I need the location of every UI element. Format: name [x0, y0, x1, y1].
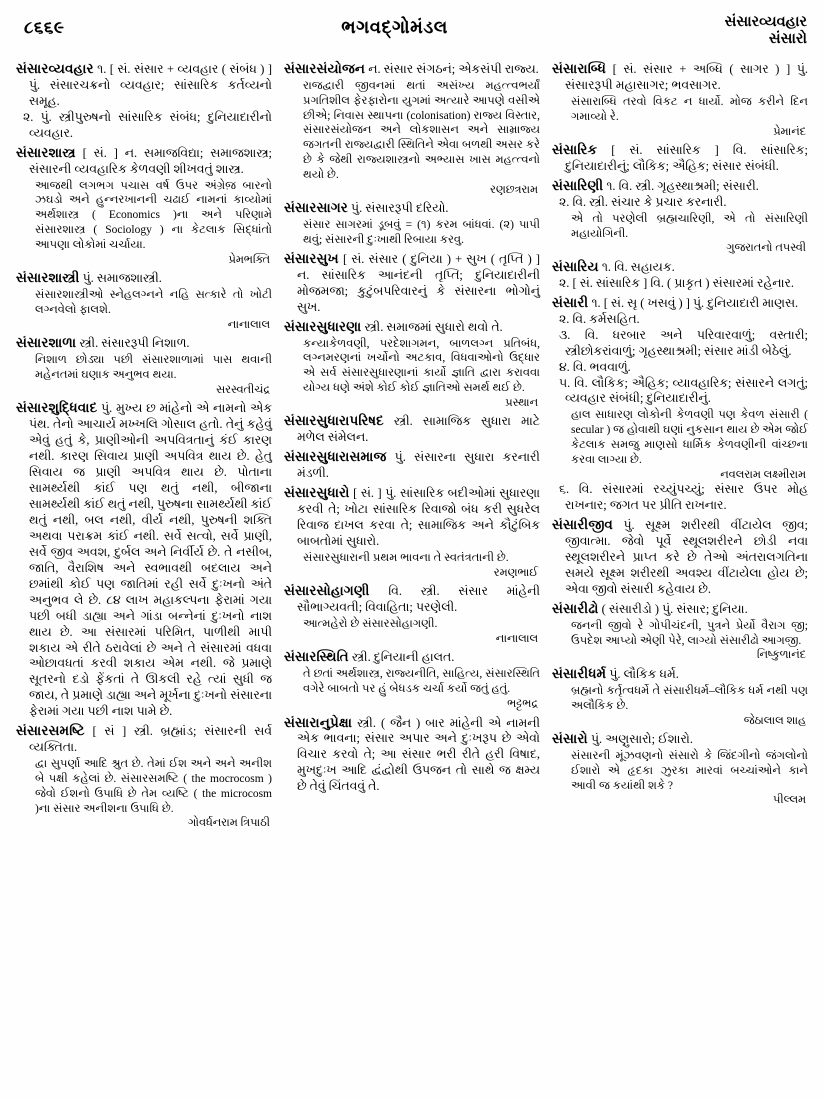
dictionary-entry	[16, 334, 272, 397]
column-container	[10, 60, 815, 1092]
entry-quotation	[16, 757, 272, 816]
entry-definition	[552, 516, 808, 598]
quotation-citation: રમણભાઈ	[493, 566, 538, 579]
dictionary-entry	[284, 582, 540, 646]
quotation-text: સંસારશાસ્ત્રીઓ સ્નેહલગ્નને નહિ સત્કારે તો ખોટી લગ્નવેલો ફાલશે.	[35, 289, 272, 316]
entry-quotation	[284, 667, 540, 697]
dictionary-entry	[284, 60, 540, 197]
entry-definition	[552, 730, 808, 748]
entry-definition	[284, 60, 540, 78]
entry-body-text: વિ. સ્ત્રી. સંસાર માંહેની સૌભાગ્યવતી; વિવાહિતા; પરણેલી.	[297, 584, 540, 615]
entry-body-text: ( સંસારીડો ) પું. સંસાર; દુનિયા.	[601, 601, 748, 616]
quotation-text: જનની જીવો રે ગોપીચંદની, પુત્રને પ્રેર્યો વૈરાગ જી; ઉપદેશ આપ્યો એણી પેરે, લાગ્યો સંસારીઢો આગજી.	[571, 619, 808, 647]
entry-body-text: [ સં. સંસાર ( દુનિયા ) + સુખ ( તૃપ્તિ ) ] ન. સાંસારિક આનંદની તૃપ્તિ; દુનિયાદારીની મોજમજા; કુટુંબપરિવારનું કે સંસારના ભોગોનું સુખ.	[297, 251, 540, 314]
entry-headword: સંસારસાગર	[284, 200, 348, 216]
dictionary-entry	[552, 177, 808, 256]
entry-headword: સંસારસુધારણા	[284, 318, 362, 334]
entry-quotation	[16, 179, 272, 253]
dictionary-entry	[16, 722, 272, 831]
quotation-citation: પ્રેમાનંદ	[773, 125, 806, 138]
entry-body-text: સ્ત્રી. સમાજમાં સુધારો થવો તે.	[364, 319, 503, 334]
entry-quotation	[552, 95, 808, 125]
book-title: ભગવદ્ગોમંડલ	[341, 17, 448, 37]
entry-body-text: સ્ત્રી. સામાજિક સુધારા માટે મળેલ સંમેલન.	[297, 414, 540, 445]
dictionary-entry	[552, 516, 808, 598]
dictionary-entry	[552, 730, 808, 808]
entry-headword: સંસારશાસ્ત્રી	[16, 270, 80, 286]
entry-body-text: ૧. વિ. સ્ત્રી. ગૃહસ્થાશ્રમી; સંસારી.	[606, 178, 759, 193]
entry-quotation	[284, 218, 540, 248]
dictionary-entry	[16, 144, 272, 268]
entry-sense: ૨. પું. સ્ત્રીપુરુષનો સાંસારિક સંબંધ; દુનિયાદારીનો વ્યવહાર.	[23, 109, 272, 140]
entry-body-text: પું. સમાજશાસ્ત્રી.	[82, 271, 162, 286]
entry-headword: સંસારસુધારાસમાજ	[284, 449, 387, 465]
entry-body-text: [ સં ] સ્ત્રી. બ્રહ્માંડ; સંસારની સર્વ વ્યક્તિતા.	[29, 724, 272, 755]
entry-headword: સંસારસુધારાપરિષદ	[284, 413, 384, 429]
quotation-citation: પ્રસ્થાન	[505, 396, 538, 409]
entry-definition	[16, 399, 272, 720]
quotation-citation: પીલ્લમ	[773, 794, 806, 807]
entry-quotation	[284, 617, 540, 632]
entry-definition	[16, 334, 272, 352]
entry-quotation	[284, 551, 540, 566]
entry-quotation	[284, 79, 540, 183]
entry-headword: સંસારો	[552, 731, 588, 747]
entry-quotation	[16, 288, 272, 318]
entry-sense: ૪. વિ. ભવવાળું.	[559, 359, 631, 374]
dictionary-entry	[16, 269, 272, 332]
entry-definition	[284, 484, 540, 550]
entry-body-text: પું. સંસારના સુધારા કરનારી મંડળી.	[297, 450, 540, 481]
dictionary-entry	[284, 648, 540, 711]
entry-definition	[284, 318, 540, 336]
entry-definition	[552, 600, 808, 618]
entry-sense: ૨. [ સં. સાંસારિક ] વિ. ( પ્રાકૃત ) સંસારમાં રહેનાર.	[559, 275, 795, 290]
dictionary-entry	[552, 294, 808, 514]
entry-headword: સંસારાબ્ધિ	[552, 61, 606, 76]
entry-quotation	[552, 212, 808, 242]
entry-definition	[16, 722, 272, 756]
entry-headword: સંસારિય	[552, 258, 599, 274]
quotation-text: આજથી લગભગ પચાસ વર્ષ ઉપર અંગ્રેજ઼ બારનો ઝઘડો અને હુન્નરખાનની ચઢાઈ નામનાં કાવ્યોમાં અર્થશાસ્ત્ર ( Economics )ના અને પરિણામે સંસારશાસ્ત્ર ( Sociology ) ના કેટલાક સિદ્ધાંતો આપણા લોકોમાં ચર્ચાયા.	[35, 179, 272, 251]
entry-definition	[284, 199, 540, 217]
dictionary-entry	[284, 199, 540, 248]
dictionary-entry	[552, 60, 808, 139]
entry-body-text: સ્ત્રી. ( જૈન ) બાર માંહેની એ નામની એક ભાવના; સંસાર અપાર અને દુઃખરૂપ છે એવો વિચાર કરવો તે; આ સંસાર ભરી રીતે હરી વિષાદ, મુખદુઃખ આદિ દ્વંદ્વોથી ઉપજન તો સાથે જ ક્ષમ્ય છે તેવું ચિંતવવું તે.	[297, 715, 540, 794]
entry-definition	[552, 60, 808, 94]
entry-quotation	[552, 684, 808, 714]
entry-definition	[284, 648, 540, 666]
quotation-citation: ગોવર્ધનરામ ત્રિપાઠી	[187, 817, 270, 830]
quotation-citation: ગુજરાતનો તપસ્વી	[726, 242, 806, 255]
entry-headword: સંસારીજીવ	[552, 517, 613, 533]
quotation-citation: રણછત્રરામ	[490, 183, 538, 196]
dictionary-entry	[284, 714, 540, 796]
quotation-text: કન્યાકેળવણી, પરદેશાગમન, બાળલગ્ન પ્રતિબંધ, લગ્નમરણનાં ખર્ચોનો અટકાવ, વિધવાઓનો ઉદ્ધાર એ સર્વ સંસારસુધારણાનાં કાર્યો જ્ઞાતિ દ્વારા કરાવવા યોગ્ય ધણે અંશે કોઈ કોઈ જ્ઞાતિઓ સમર્થ થઈ છે.	[303, 337, 540, 395]
entry-quotation	[552, 408, 808, 467]
dictionary-entry	[552, 600, 808, 663]
dictionary-entry	[284, 484, 540, 580]
entry-headword: સંસારીઢો	[552, 600, 599, 616]
entry-headword: સંસારાનુપ્રેક્ષા	[284, 714, 353, 730]
entry-body-text: ૧. [ સં. સૃ ( ખસવું ) ] પું. દુનિયાદારી માણસ.	[591, 295, 799, 310]
quotation-citation: નાનાલાલ	[227, 318, 270, 331]
entry-headword: સંસારવ્યવહાર	[16, 61, 94, 76]
entry-headword: સંસારશાળા	[16, 335, 77, 351]
entry-definition	[16, 60, 272, 110]
guide-word-last: સંસારો	[768, 31, 807, 48]
dictionary-entry	[552, 665, 808, 728]
entry-headword: સંસારી	[552, 294, 589, 310]
quotation-text: નિશાળ છોડ્યા પછી સંસારશાળામાં પાસ થવાની મહેનતમાં ઘણાક અનુભવ થયા.	[35, 354, 272, 382]
entry-definition	[16, 269, 272, 287]
entry-sense: ૩. વિ. ધરબાર અને પરિવારવાળું; વસ્તારી; સ્ત્રીછોકરાંવાળું; ગૃહસ્થાશ્રમી; સંસાર માંડી બેઠેલું.	[559, 327, 808, 358]
page-folio-number: ૮૬૬૯	[24, 18, 65, 37]
entry-body-text: પું. સંસારરૂપી દરિયો.	[351, 201, 449, 216]
entry-sense: ૫. વિ. લૌકિક; ઐહિક; વ્યાવહારિક; સંસારને લગતું; વ્યવહાર સંબંધી; દુનિયાદારીનું.	[559, 375, 808, 406]
entry-definition	[552, 665, 808, 683]
quotation-citation: નવલરામ લક્ષ્મીરામ	[720, 468, 806, 481]
entry-headword: સંસારીધર્મ	[552, 665, 607, 681]
quotation-text: સંસારસુધારાની પ્રથમ ભાવના તે સ્વતંત્રતાની છે.	[303, 551, 509, 564]
quotation-citation: જેઠાલાલ શાહ	[743, 714, 806, 727]
dictionary-entry	[16, 60, 272, 142]
quotation-text: તે છતાં અર્થશાસ્ત્ર, રાજ્યનીતિ, સાહિત્ય, સંસારસ્થિતિ વગેરે બાબતો પર હું બેધડક ચર્ચા કર્યો જતું હતું.	[303, 668, 540, 696]
entry-definition	[284, 582, 540, 616]
dictionary-entry	[284, 318, 540, 411]
entry-headword: સંસારશુદ્ધિવાદ	[16, 400, 98, 416]
quotation-citation: નાનાલાલ	[495, 632, 538, 645]
entry-headword: સંસારિણી	[552, 177, 604, 193]
entry-body-text: [ સં. સાંસારિક ] વિ. સાંસારિક; દુનિયાદારીનું; લૌકિક; ઐહિક; સંસાર સંબંધી.	[565, 143, 808, 173]
entry-definition	[284, 250, 540, 316]
entry-body-text: ૧. વિ. સહાયક.	[601, 259, 675, 274]
dictionary-entry	[16, 399, 272, 720]
column-1	[10, 60, 278, 1092]
entry-headword: સંસારસંયોજન	[284, 61, 366, 76]
entry-body-text: ૧. [ સં. સંસાર + વ્યવહાર ( સંબંધ ) ] પું. સંસારચક્રનો વ્યવહાર; સાંસારિક કર્તવ્યનો સમૂહ.	[29, 62, 272, 108]
entry-headword: સંસારશાસ્ત્ર	[16, 144, 76, 160]
entry-definition	[552, 177, 808, 195]
quotation-text: રાજદ્વારી જીવનમાં થતાં અસંખ્ય મહત્ત્વભર્યાં પ્રગતિશીલ ફેરફારોના યુગમાં અત્યારે આપણે વસીએ છીએ; નિવાસ સ્થાપના (colonisation) રાજ્ય વિસ્તાર, સંસારસંયોજન અને લોકશાસન અને સામ્રાજ્ય જગતની રાજ્યદ્વારી સ્થિતિને એવા બળથી અસર કરે છે કે જેથી રાજ્યશાસ્ત્રનો અભ્યાસ ખાસ મહત્ત્વનો થયો છે.	[303, 79, 540, 181]
quotation-text: એ તો પરણેલી બ્રહ્મચારિણી, એ તો સંસારિણી મહાયોગિની.	[571, 212, 808, 240]
entry-definition	[284, 412, 540, 446]
quotation-citation: સરસ્વતીચંદ્ર	[215, 383, 270, 396]
entry-body-text: [ સં. ] ન. સમાજવિદ્યા; સમાજશાસ્ત્ર; સંસારની વ્યવહારિક કેળવણી શીખવતું શાસ્ત્ર.	[29, 145, 272, 176]
guide-words	[725, 14, 807, 48]
running-head	[10, 14, 815, 60]
entry-body-text: [ સં. ] પું. સાંસારિક બદીઓમાં સુધારણા કરવી તે; ખોટા સાંસારિક રિવાજો બંધ કરી સુધરેલ રિવાજ દાખલ કરવા તે; સામાજિક અને કૌટુંબિક બાબતોમાં સુધારો.	[297, 486, 540, 548]
entry-headword: સંસારસુધારો	[284, 485, 350, 501]
entry-headword: સંસારસુખ	[284, 250, 339, 266]
quotation-text: સંસાર સાગરમાં ડૂબવું = (૧) કરમ બાંધવાં. (૨) પાપી થવું; સંસારની દુઃખાથી રિબાયા કરવુ.	[303, 219, 540, 247]
quotation-text: સંસારની મૂંઝવણનો સંસારો કે જિંદગીનો જંગલોનો ઈશારો એ હૃદકા ઝુરકા મારવાં બચ્ચાંઓને કાને આવી જ કયાંથી શકે ?	[571, 749, 808, 792]
column-2	[278, 60, 546, 1092]
quotation-text: સંસારાબ્ધિ તરવો વિકટ ન ધાર્યો. મોજ કરીને દિન ગમાવ્યો રે.	[571, 95, 808, 123]
quotation-text: બ્રહ્મનો કર્તૃત્વધર્મે તે સંસારીધર્મ–લૌકિક ધર્મ નથી પણ અલૌકિક છે.	[571, 684, 808, 712]
entry-body-text: પું. સૂક્ષ્મ શરીરથી વીંટાયેલ જીવ; જીવાત્મા. જેવો પૂર્વે સ્થૂલશરીરને છોડી નવા સ્થૂલશરીરને પ્રાપ્ત કરે છે તેઓ અંતરાલગતિના સમયે સૂક્ષ્મ શરીરથી અવશ્ય વીંટાયેલા હોય છે; એવા જીવો સંસારી કહેવાય છે.	[565, 518, 808, 596]
quotation-citation: ભટ્ટભદ્ર	[507, 698, 538, 711]
entry-headword: સંસારિક	[552, 142, 598, 158]
entry-body-text: પું. અણુસારો; ઈશારો.	[590, 732, 693, 747]
dictionary-entry	[284, 448, 540, 482]
dictionary-entry	[552, 141, 808, 175]
entry-body-text: પું. મુખ્ય છ માંહેનો એ નામનો એક પંથ. તેનો આચાર્ય મખ્ખલિ ગોસાલ હતો. તેનું કહેવું એવું હતું કે, પ્રાણીઓની અપવિત્રતાનું કંઈ કારણ નથી. કારણ સિવાય પ્રાણી અપવિત્ર થાય છે. હેતુ સિવાય જ પ્રાણી અપવિત્ર થાય છે. પોતાના સામર્થ્યથી કાંઈ પણ થતું નથી, બીજાના સામર્થ્યથી કાંઈ થતું નથી, પુરુષના સામર્થ્યથી કાંઈ થતું નથી, બલ નથી, વીર્ય નથી, પુરુષની શક્તિ અથવા પરાક્રમ કાંઈ નથી. સર્વે સત્વો, સર્વે પ્રાણી, સર્વે જીવ અવશ, દુર્બલ અને નિર્વીર્ય છે. તે નસીબ, જાતિ, વૈરાશિષ અને સ્વભાવથી બદલાય અને છમાંથી કોઈ પણ જાતિમાં રહી સર્વે દુઃખનો અંતે અનુભવ લે છે. ૮૪ લાખ મહાકલ્પના ફેરામાં ગયા પછી બધી ડાહ્યા અને ગાંડા બન્નેનાં દુઃખનો નાશ થાય છે. આ સંસારમાં પરિમિત, પાળીથી માપી શકાય એ રીતે ઠરાવેલાં છે અને તે સંસારમાં વધવા ઓછાવધતાં કરવી શકાય એમ નથી. જે પ્રમાણે સૂતરનો દડો ફેંકતાં તે ઊકલી રહે ત્યાં સુધી જ જાય, તે પ્રમાણે ડાહ્યા અને મૂર્ખના દુઃખનો સંસારના ફેરામાં ગયા પછી નાશ પામે છે.	[29, 401, 272, 719]
dictionary-entry	[284, 250, 540, 316]
column-3	[546, 60, 814, 1092]
entry-definition	[552, 294, 808, 312]
guide-word-first: સંસારવ્યવહાર	[724, 14, 807, 30]
entry-body-text: ન. સંસાર સંગઠનં; એકસંપી રાજ્ય.	[368, 62, 539, 76]
entry-quotation	[552, 749, 808, 793]
entry-quotation	[16, 353, 272, 383]
entry-definition	[284, 448, 540, 482]
dictionary-entry	[284, 412, 540, 446]
entry-body-text: સ્ત્રી. સંસારરૂપી નિશાળ.	[79, 336, 190, 351]
entry-body-text: [ સં. સંસાર + અબ્ધિ ( સાગર ) ] પું. સંસારરૂપી મહાસાગર; ભવસાગર.	[565, 62, 808, 92]
entry-quotation	[284, 337, 540, 396]
entry-sense: ૬. વિ. સંસારમાં રચ્યુંપચ્યું; સંસાર ઉપર મોહ રાખનાર; જગત પર પ્રીતિ રાખનાર.	[559, 482, 808, 513]
entry-body-text: સ્ત્રી. દુનિયાની હાલત.	[351, 650, 455, 665]
quotation-citation: પ્રેમભક્તિ	[228, 253, 270, 266]
entry-headword: સંસારસમષ્ટિ	[16, 723, 85, 739]
dictionary-entry	[552, 258, 808, 292]
quotation-text: આત્મહેરો છે સંસારસોહાગણી.	[303, 618, 438, 631]
entry-sense: ૨. વિ. સ્ત્રી. સંચાર કે પ્રચાર કરનારી.	[559, 194, 727, 209]
entry-definition	[284, 714, 540, 796]
entry-headword: સંસારસ્થિતિ	[284, 649, 349, 665]
entry-body-text: પું. લૌકિક ધર્મ.	[609, 666, 679, 681]
entry-definition	[552, 258, 808, 276]
entry-definition	[552, 141, 808, 175]
entry-headword: સંસારસોહાગણી	[284, 583, 370, 599]
quotation-text: હાલ સાધારણ લોકોની કેળવણી પણ કેવળ સંસારી ( secular ) જ હોવાથી ઘણાં નુકસાન થાય છે એમ જોઈ કેટલાક સમજુ માણસો ધાર્મિક કેળવણીની વાંચ્છના કરવા લાગ્યા છે.	[571, 409, 808, 466]
quotation-citation: નિષ્કુળાનંદ	[756, 649, 806, 662]
quotation-text: દ્વા સુપર્ણા આદિ શ્રુત છે. તેમાં ઈશ અને અને અનીશ બે પક્ષી કહેલાં છે. સંસારસમષ્ટિ ( the mocrocosm ) જેવો ઈશનો ઉપાધિ છે તેમ વ્યષ્ટિ ( the microcosm )ના સંસાર અનીશના ઉપાધિ છે.	[35, 758, 272, 815]
entry-definition	[16, 144, 272, 178]
entry-quotation	[552, 619, 808, 649]
entry-sense: ૨. વિ. કર્મસહિત.	[559, 311, 640, 326]
